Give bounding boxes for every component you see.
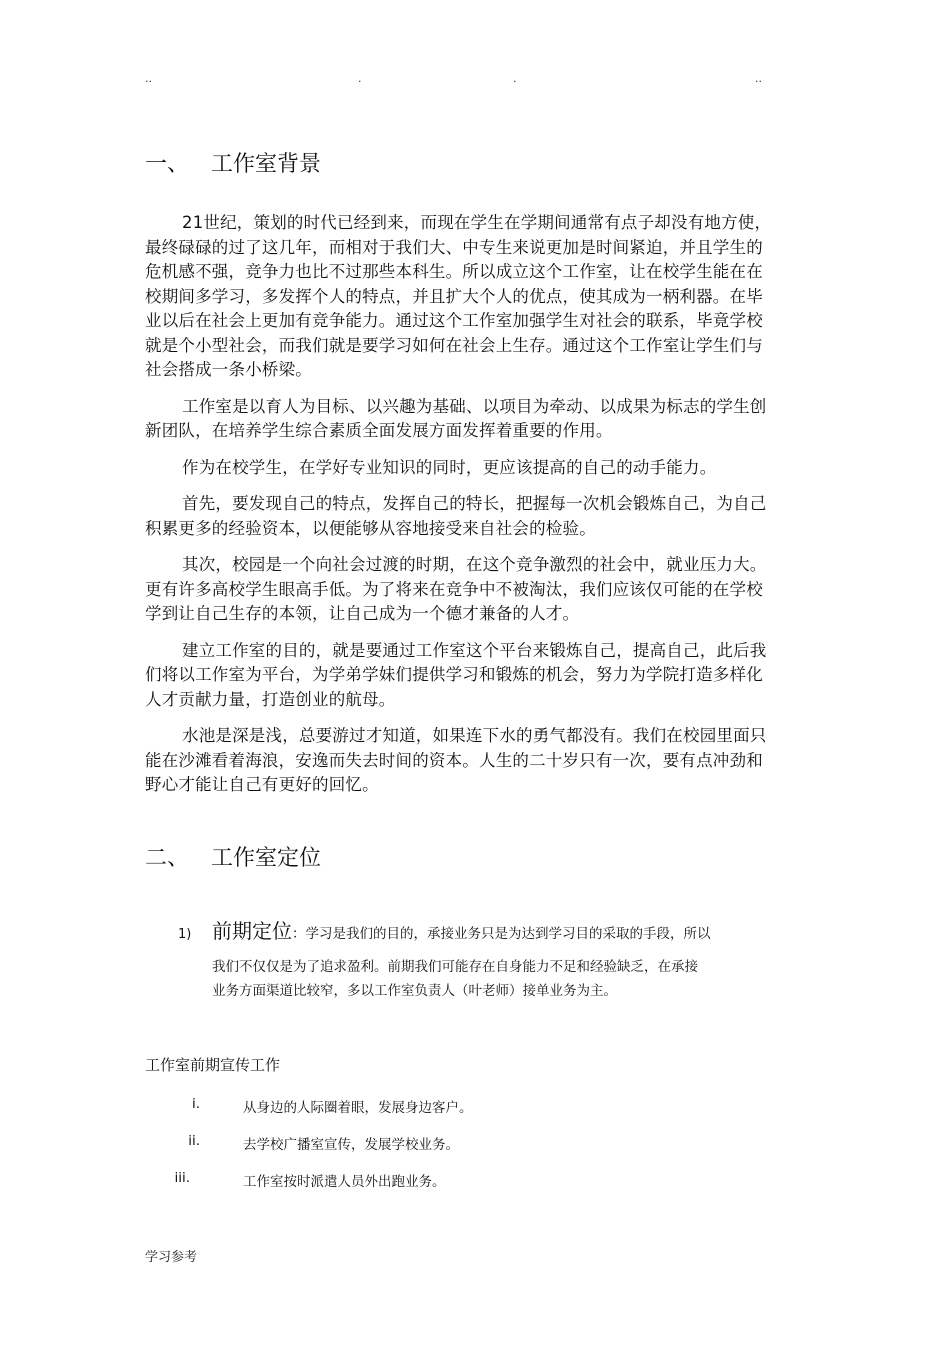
list-item-text: 工作室按时派遣人员外出跑业务。 xyxy=(243,1174,446,1190)
list-marker: iii. xyxy=(174,1170,190,1186)
header-dot: . xyxy=(513,72,517,85)
positioning-continuation xyxy=(212,955,772,1003)
header-dot: .. xyxy=(145,72,152,85)
header-dot: .. xyxy=(755,72,762,85)
paragraph: 水池是深是浅，总要游过才知道，如果连下水的勇气都没有。我们在校园里面只能在沙滩看着海浪，安逸而失去时间的资本。人生的二十岁只有一次，要有点冲劲和野心才能让自己有更好的回忆。 xyxy=(145,726,767,794)
positioning-line: 业务方面渠道比较窄，多以工作室负责人（叶老师）接单业务为主。 xyxy=(212,983,617,999)
paragraph: 工作室是以育人为目标、以兴趣为基础、以项目为牵动、以成果为标志的学生创新团队，在培养学生综合素质全面发展方面发挥着重要的作用。 xyxy=(145,396,767,440)
list-marker: 1) xyxy=(178,927,192,942)
section-heading-positioning xyxy=(145,844,321,874)
paragraph: 建立工作室的目的，就是要通过工作室这个平台来锻炼自己，提高自己，此后我们将以工作室为平台，为学弟学妹们提供学习和锻炼的机会，努力为学院打造多样化人才贡献力量，打造创业的航母。 xyxy=(145,640,767,709)
section-heading-background xyxy=(145,150,321,180)
list-item-text: 从身边的人际圈着眼，发展身边客户。 xyxy=(243,1100,473,1116)
section-number: 一、 xyxy=(145,152,190,177)
list-marker: i. xyxy=(191,1096,200,1112)
list-marker: ii. xyxy=(188,1133,200,1149)
positioning-title: 前期定位 xyxy=(212,919,292,943)
promo-title: 工作室前期宣传工作 xyxy=(145,1056,281,1074)
paragraph: 其次，校园是一个向社会过渡的时期，在这个竞争激烈的社会中，就业压力大。更有许多高校学生眼高手低。为了将来在竞争中不被淘汰，我们应该仅可能的在学校学到让自己生存的本领，让自己成为一个德才兼备的人才。 xyxy=(145,555,767,623)
paragraph: 作为在校学生，在学好专业知识的同时，更应该提高的自己的动手能力。 xyxy=(182,457,717,477)
footer-text: 学习参考 xyxy=(145,1250,198,1265)
paragraph: 首先，要发现自己的特点，发挥自己的特长，把握每一次机会锻炼自己，为自己积累更多的经验资本，以便能够从容地接受来自社会的检验。 xyxy=(145,494,767,538)
positioning-text: 学习是我们的目的，承接业务只是为达到学习目的采取的手段，所以 xyxy=(305,926,711,942)
positioning-colon: ： xyxy=(292,926,306,942)
section-title: 工作室背景 xyxy=(211,152,322,177)
list-item-text: 去学校广播室宣传，发展学校业务。 xyxy=(243,1137,459,1153)
section-title: 工作室定位 xyxy=(211,846,322,871)
section-number: 二、 xyxy=(145,846,190,871)
positioning-item xyxy=(178,915,778,944)
positioning-line: 我们不仅仅是为了追求盈利。前期我们可能存在自身能力不足和经验缺乏，在承接 xyxy=(212,959,698,975)
header-dot: . xyxy=(358,72,362,85)
paragraph: 21世纪，策划的时代已经到来，而现在学生在学期间通常有点子却没有地方使，最终碌碌的过了这几年，而相对于我们大、中专生来说更加是时间紧迫，并且学生的危机感不强，竞争力也比不过那些本科生。所以成立这个工作室，让在校学生能在在校期间多学习，多发挥个人的特点，并且扩大个人的优点，使其成为一柄利器。在毕业以后在社会上更加有竞争能力。通过这个工作室加强学生对社会的联系，毕竟学校就是个小型社会，而我们就是要学习如何在社会上生存。通过这个工作室让学生们与社会搭成一条小桥梁。 xyxy=(145,213,772,379)
background-body xyxy=(145,211,775,798)
